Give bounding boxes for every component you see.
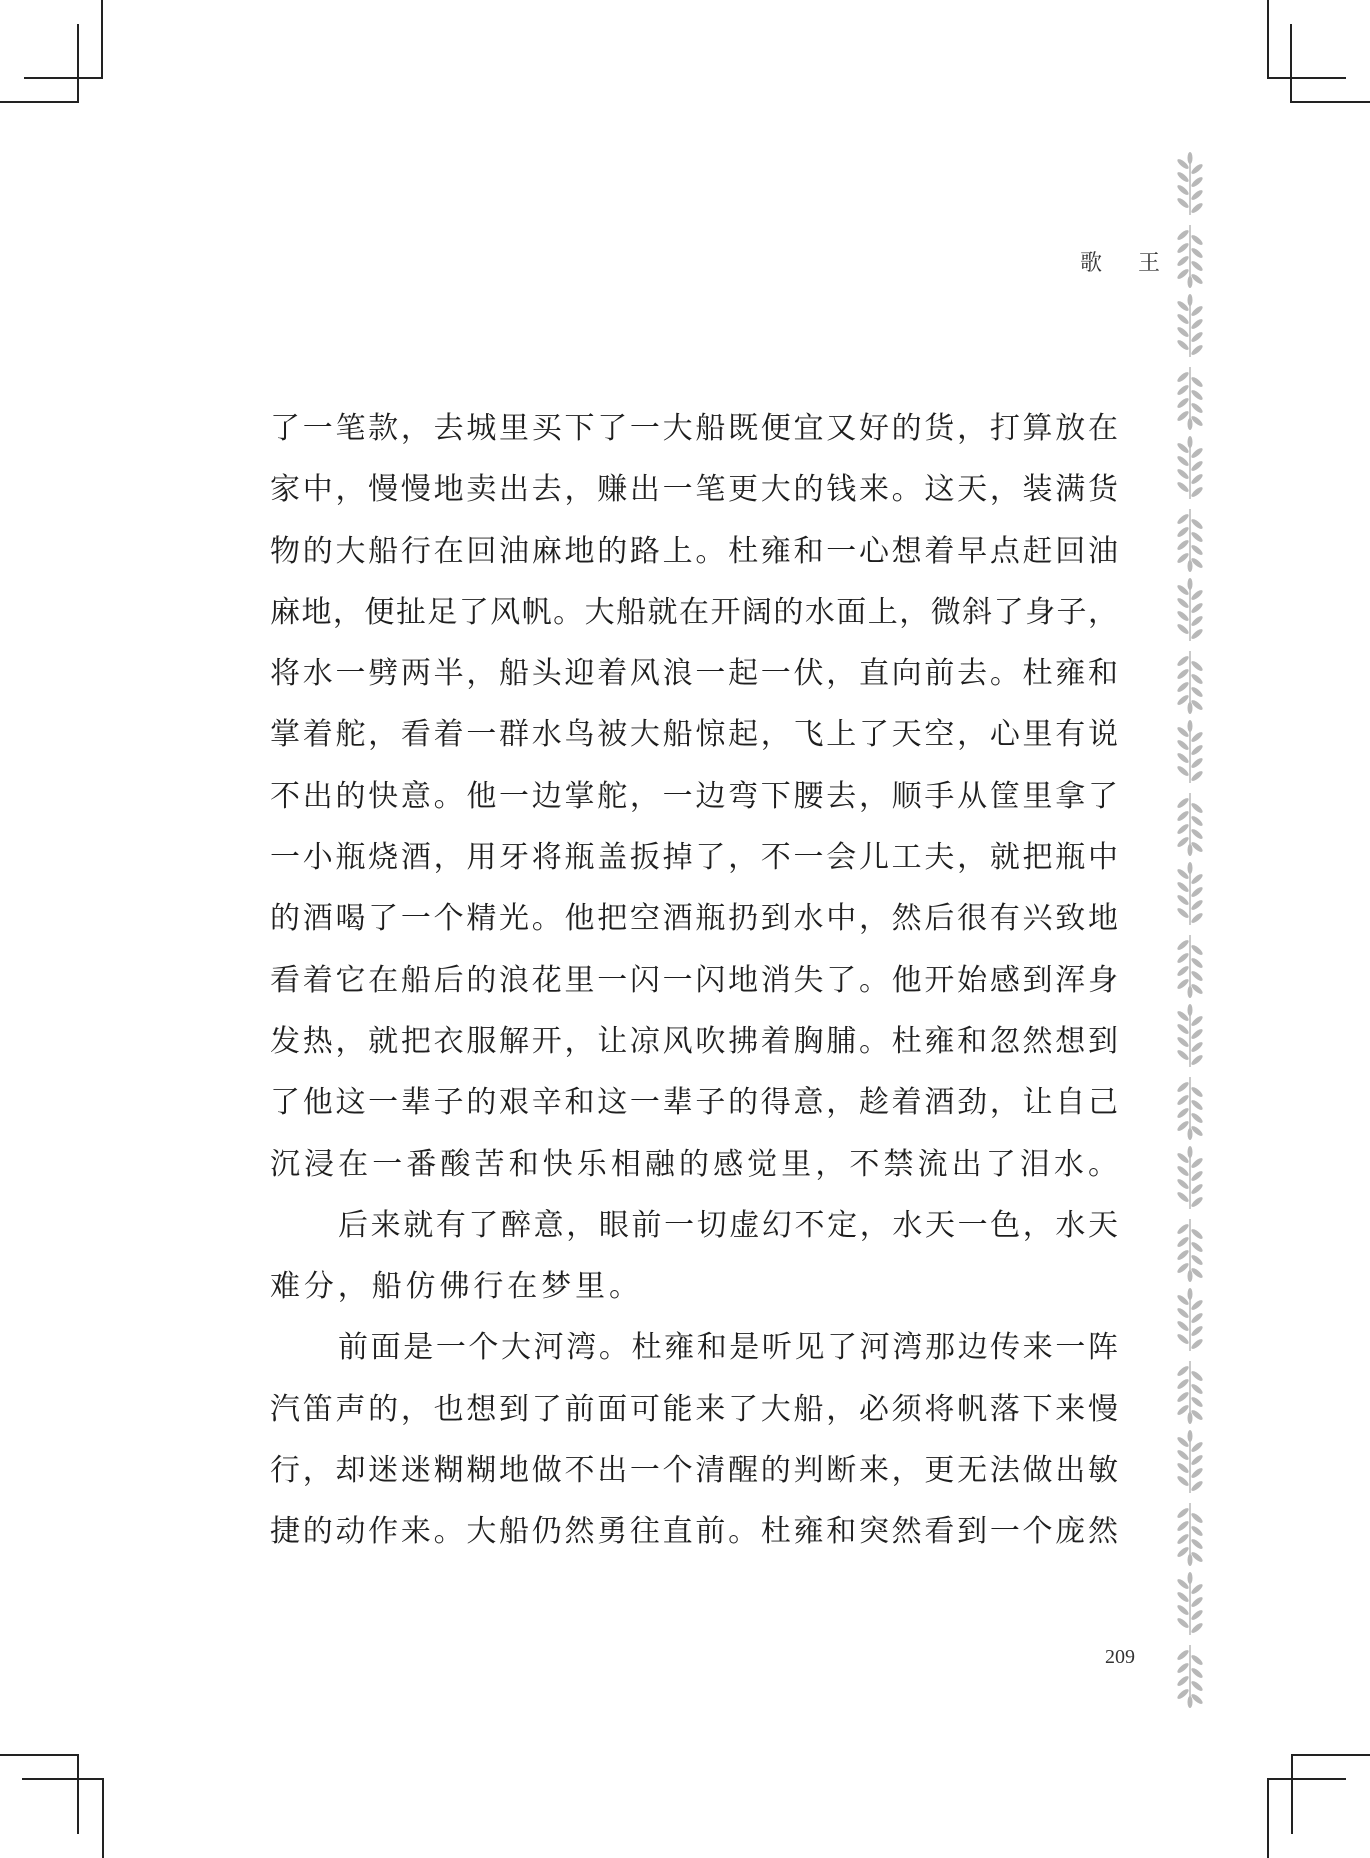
paragraph <box>270 398 1118 1195</box>
body-text <box>270 398 1118 1563</box>
vine-leaf-sprig <box>1176 1288 1204 1351</box>
crop-mark <box>24 77 103 79</box>
text-line: 家中，慢慢地卖出去，赚出一笔更大的钱来。这天，装满货 <box>270 472 1118 508</box>
crop-mark <box>1267 0 1269 78</box>
text-line: 了一笔款，去城里买下了一大船既便宜又好的货，打算放在 <box>270 411 1118 446</box>
text-line: 捷的动作来。大船仍然勇往直前。杜雍和突然看到一个庞然 <box>270 1514 1118 1550</box>
text-line: 掌着舵，看着一群水鸟被大船惊起，飞上了天空，心里有说 <box>270 717 1118 753</box>
text-line: 将水一劈两半，船头迎着风浪一起一伏，直向前去。杜雍和 <box>270 656 1118 692</box>
text-line: 的酒喝了一个精光。他把空酒瓶扔到水中，然后很有兴致地 <box>270 901 1118 937</box>
text-line: 了他这一辈子的艰辛和这一辈子的得意，趁着酒劲，让自己 <box>270 1085 1118 1121</box>
vine-leaf-sprig <box>1176 793 1204 856</box>
vine-ornament <box>1170 150 1210 1725</box>
crop-mark <box>22 1778 103 1780</box>
crop-mark <box>0 101 79 103</box>
crop-mark <box>77 1754 79 1834</box>
page-number: 209 <box>1105 1646 1135 1668</box>
crop-mark <box>101 0 103 78</box>
vine-leaf-sprig <box>1176 1146 1204 1209</box>
vine-leaf-sprig <box>1176 225 1204 288</box>
crop-mark <box>0 1754 79 1756</box>
vine-leaf-sprig <box>1176 152 1204 215</box>
crop-mark <box>1267 1778 1269 1858</box>
vine-leaf-sprig <box>1176 1077 1204 1140</box>
vine-leaf-sprig <box>1176 1572 1204 1635</box>
vine-leaf-sprig <box>1176 1219 1204 1282</box>
text-line: 不出的快意。他一边掌舵，一边弯下腰去，顺手从筐里拿了 <box>270 778 1118 814</box>
vine-leaf-sprig <box>1176 509 1204 572</box>
vine-leaf-sprig <box>1176 1645 1204 1708</box>
vine-leaf-sprig <box>1176 1361 1204 1424</box>
crop-mark <box>1290 24 1292 102</box>
paragraph <box>270 1195 1118 1318</box>
vine-leaf-sprig <box>1176 935 1204 998</box>
vine-leaf-sprig <box>1176 720 1204 783</box>
crop-mark <box>1291 1754 1293 1834</box>
vine-leaf-sprig <box>1176 862 1204 925</box>
vine-leaf-sprig <box>1176 651 1204 714</box>
crop-mark <box>1267 77 1346 79</box>
vine-leaf-sprig <box>1176 367 1204 430</box>
text-line: 看着它在船后的浪花里一闪一闪地消失了。他开始感到浑身 <box>270 962 1118 998</box>
crop-mark <box>1291 1754 1370 1756</box>
text-line: 一小瓶烧酒，用牙将瓶盖扳掉了，不一会儿工夫，就把瓶中 <box>270 840 1118 876</box>
text-line: 物的大船行在回油麻地的路上。杜雍和一心想着早点赶回油 <box>270 533 1118 569</box>
text-line: 行，却迷迷糊糊地做不出一个清醒的判断来，更无法做出敏 <box>270 1453 1118 1489</box>
vine-leaf-sprig <box>1176 1004 1204 1067</box>
text-line: 难分，船仿佛行在梦里。 <box>270 1269 643 1305</box>
crop-mark <box>77 24 79 102</box>
running-header <box>1080 246 1160 277</box>
text-line: 后来就有了醉意，眼前一切虚幻不定，水天一色，水天 <box>338 1207 1118 1243</box>
crop-mark <box>102 1778 104 1858</box>
crop-mark <box>1267 1778 1346 1780</box>
text-line: 汽笛声的，也想到了前面可能来了大船，必须将帆落下来慢 <box>270 1391 1118 1427</box>
running-header-char: 歌 <box>1080 251 1103 276</box>
vine-leaf-sprig <box>1176 294 1204 357</box>
vine-leaf-sprig <box>1176 578 1204 641</box>
vine-leaf-sprig <box>1176 436 1204 499</box>
text-line: 前面是一个大河湾。杜雍和是听见了河湾那边传来一阵 <box>338 1330 1118 1366</box>
crop-mark <box>1290 101 1370 103</box>
paragraph <box>270 1317 1118 1562</box>
text-line: 发热，就把衣服解开，让凉风吹拂着胸脯。杜雍和忽然想到 <box>270 1023 1118 1059</box>
vine-leaf-sprig <box>1176 1503 1204 1566</box>
running-header-char: 王 <box>1138 251 1161 276</box>
text-line: 沉浸在一番酸苦和快乐相融的感觉里，不禁流出了泪水。 <box>270 1146 1118 1182</box>
vine-leaf-sprig <box>1176 1430 1204 1493</box>
text-line: 麻地，便扯足了风帆。大船就在开阔的水面上，微斜了身子， <box>270 594 1118 630</box>
